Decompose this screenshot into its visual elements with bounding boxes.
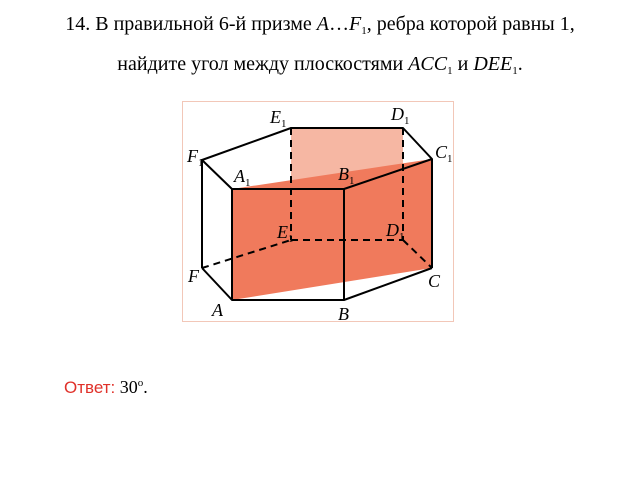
label-a1: $A_1$ — [234, 166, 251, 189]
problem-line-1-suffix: , ребра которой равны 1, — [366, 13, 575, 35]
label-b: B — [338, 304, 349, 324]
answer-label: Ответ: — [64, 378, 116, 397]
plane-dee1-sub: 1 — [512, 65, 518, 77]
answer-degree-sign: o — [137, 377, 144, 389]
answer-value: 30 — [119, 377, 138, 397]
answer-line — [64, 377, 148, 398]
plane-acc1-sub: 1 — [447, 65, 453, 77]
prism-start-vertex: A — [316, 13, 329, 35]
conjunction-and: и — [452, 53, 474, 75]
label-e1: $E_1$ — [270, 107, 287, 130]
problem-line-2-suffix: . — [517, 53, 523, 75]
label-f: F — [188, 266, 199, 286]
label-c: C — [428, 271, 441, 291]
label-a: A — [212, 300, 223, 320]
problem-line-2-prefix: найдите угол между плоскостями — [117, 53, 409, 75]
plane-acc1-name: ACC — [408, 53, 448, 75]
prism-end-vertex: F — [348, 13, 362, 35]
label-d: $D_1$ — [386, 220, 405, 243]
plane-dee1-name: DEE — [473, 53, 513, 75]
prism-ellipsis: … — [328, 13, 349, 35]
problem-line-1-prefix: 14. В правильной 6-й призме — [65, 13, 317, 35]
answer-period: . — [143, 377, 148, 397]
label-d1: $D_1$ — [391, 104, 410, 127]
prism-end-vertex-sub: 1 — [361, 25, 367, 37]
label-e: $E_1$ — [277, 222, 294, 245]
label-b1: $B_1$ — [338, 164, 355, 187]
label-c1: $C_1$ — [435, 142, 453, 165]
label-f1: $F_1$ — [187, 146, 204, 169]
